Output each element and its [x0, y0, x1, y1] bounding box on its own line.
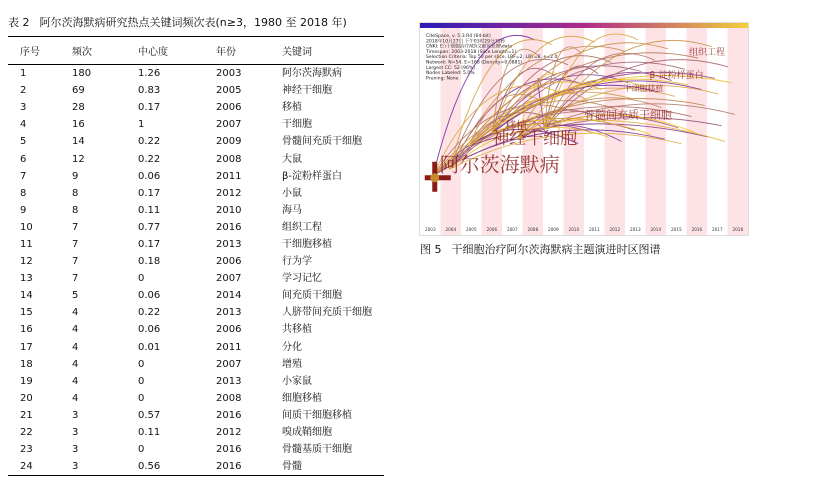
year-tick-label: 2010	[568, 227, 580, 232]
cell-year: 2016	[204, 458, 270, 476]
cell-centrality: 0.06	[138, 170, 161, 182]
cell-keyword: β-淀粉样蛋白	[282, 170, 342, 182]
table-row	[8, 253, 384, 270]
cell-frequency: 4	[72, 358, 79, 370]
info-line: Selection Criteria: Top 50 per slice, LRF=2, LBY=8, e=2.0	[426, 55, 558, 61]
table-row	[8, 270, 384, 287]
cell-keyword: 骨髓基质干细胞	[282, 444, 352, 456]
cell-centrality: 0	[138, 273, 145, 285]
cell-index: 8	[20, 187, 27, 199]
table-row	[8, 116, 384, 133]
cell-year: 2006	[216, 102, 242, 114]
year-tick-label: 2007	[506, 227, 518, 232]
cell-year: 2012	[216, 187, 242, 199]
cell-year: 2005	[216, 85, 242, 97]
table-row	[8, 441, 384, 458]
cell-frequency: 3	[60, 458, 126, 476]
cell-centrality: 0.06	[138, 324, 161, 336]
info-line: Largest CC: 52 (96%)	[426, 65, 476, 71]
cell-frequency: 180	[72, 68, 92, 80]
cell-frequency: 7	[72, 238, 79, 250]
cell-index: 12	[20, 256, 33, 268]
cell-keyword: 行为学	[282, 256, 312, 268]
cell-centrality: 1	[138, 119, 145, 131]
cell-index: 22	[20, 427, 33, 439]
cell-keyword: 细胞移植	[282, 392, 322, 404]
cell-centrality: 0.83	[138, 85, 161, 97]
table-row	[8, 287, 384, 304]
cell-year: 2008	[216, 153, 242, 165]
table-number: 表 2	[8, 16, 30, 29]
cell-centrality: 0.01	[138, 341, 161, 353]
cell-frequency: 7	[72, 256, 79, 268]
cell-index: 15	[20, 307, 33, 319]
table-row	[8, 202, 384, 219]
cell-year: 2007	[216, 119, 242, 131]
cell-year: 2016	[216, 221, 242, 233]
cell-frequency: 14	[72, 136, 85, 148]
cell-frequency: 7	[72, 221, 79, 233]
cell-frequency: 3	[72, 409, 79, 421]
cell-year: 2008	[216, 392, 242, 404]
cell-index: 23	[20, 444, 33, 456]
year-tick-label: 2003	[424, 227, 436, 232]
table-header-row	[8, 37, 384, 65]
info-line: 2018年10月27日 下午03时29分31秒	[426, 39, 506, 45]
cell-year: 2011	[216, 341, 242, 353]
keyword-label: 干细胞移植	[623, 83, 664, 93]
info-line: CNKI: E:\干细胞治疗AD\文献预处理\data	[426, 44, 513, 50]
header-year: 年份	[204, 37, 270, 65]
cell-index: 20	[20, 392, 33, 404]
cell-keyword: 增殖	[282, 358, 302, 370]
year-stripe	[646, 28, 667, 235]
table-row	[8, 321, 384, 338]
cell-frequency: 12	[72, 153, 85, 165]
cell-keyword: 干细胞	[282, 119, 312, 131]
table-body	[8, 65, 384, 476]
cell-index: 4	[20, 119, 27, 131]
cell-frequency: 4	[72, 341, 79, 353]
cell-centrality: 0.56	[126, 458, 204, 476]
table-row	[8, 424, 384, 441]
cell-centrality: 0.11	[138, 204, 161, 216]
keyword-label: β-淀粉样蛋白	[649, 71, 704, 82]
cell-index: 24	[8, 458, 60, 476]
table-row	[8, 185, 384, 202]
table-row	[8, 236, 384, 253]
cell-keyword: 神经干细胞	[282, 85, 332, 97]
cell-centrality: 0.18	[138, 256, 161, 268]
cell-year: 2016	[216, 409, 242, 421]
cell-keyword: 小家鼠	[282, 375, 312, 387]
cell-index: 1	[20, 68, 27, 80]
cell-frequency: 3	[72, 427, 79, 439]
cell-year: 2010	[216, 204, 242, 216]
cell-keyword: 骨髓间充质干细胞	[282, 136, 362, 148]
cell-keyword: 学习记忆	[282, 273, 322, 285]
table-row	[8, 339, 384, 356]
cell-keyword: 人脐带间充质干细胞	[282, 307, 372, 319]
figure-number: 图 5	[420, 243, 442, 256]
cell-keyword: 分化	[282, 341, 302, 353]
cell-centrality: 0.77	[138, 221, 161, 233]
table-row	[8, 407, 384, 424]
table-row	[8, 65, 384, 83]
table-row	[8, 219, 384, 236]
cell-year: 2011	[216, 170, 242, 182]
keyword-label: 组织工程	[689, 47, 726, 58]
cell-keyword: 小鼠	[282, 187, 302, 199]
info-line: Nodes Labeled: 5.0%	[426, 71, 475, 77]
cell-keyword: 大鼠	[282, 153, 302, 165]
table-row	[8, 150, 384, 167]
keyword-node	[430, 173, 439, 182]
year-tick-label: 2004	[445, 227, 457, 232]
cell-year: 2014	[216, 290, 242, 302]
cell-centrality: 0.17	[138, 102, 161, 114]
cell-year: 2006	[216, 324, 242, 336]
cell-frequency: 16	[72, 119, 85, 131]
year-tick-label: 2006	[486, 227, 498, 232]
cell-index: 19	[20, 375, 33, 387]
year-tick-label: 2011	[588, 227, 600, 232]
cell-centrality: 0	[138, 444, 145, 456]
cell-frequency: 3	[72, 444, 79, 456]
cell-keyword: 阿尔茨海默病	[282, 68, 342, 80]
cell-keyword: 组织工程	[282, 221, 322, 233]
cell-centrality: 0.57	[138, 409, 161, 421]
cell-centrality: 0.11	[138, 427, 161, 439]
cell-frequency: 4	[72, 375, 79, 387]
cell-keyword: 移植	[282, 102, 302, 114]
cell-centrality: 0	[138, 375, 145, 387]
cell-frequency: 4	[72, 307, 79, 319]
cell-index: 10	[20, 221, 33, 233]
year-tick-label: 2014	[650, 227, 662, 232]
keyword-label: 神经干细胞	[492, 128, 578, 149]
cell-frequency: 4	[72, 392, 79, 404]
year-tick-label: 2013	[629, 227, 641, 232]
table-row	[8, 168, 384, 185]
cell-index: 6	[20, 153, 27, 165]
figure-caption-text: 干细胞治疗阿尔茨海默病主题演进时区图谱	[451, 243, 661, 256]
cell-year: 2012	[216, 427, 242, 439]
cell-frequency: 69	[72, 85, 85, 97]
year-tick-label: 2005	[465, 227, 477, 232]
timezone-figure	[419, 22, 749, 236]
cell-keyword: 嗅成鞘细胞	[282, 427, 332, 439]
table-row	[8, 373, 384, 390]
cell-centrality: 0.22	[138, 153, 161, 165]
cell-year: 2007	[216, 273, 242, 285]
info-line: Timespan: 2003-2018 (Slice Length=1)	[426, 49, 517, 55]
table-row	[8, 133, 384, 150]
cell-year: 2003	[216, 68, 242, 80]
year-stripe	[728, 28, 749, 235]
header-keyword: 关键词	[270, 37, 384, 65]
cell-year: 2009	[216, 136, 242, 148]
cell-centrality: 0.22	[138, 307, 161, 319]
table-row	[8, 458, 384, 476]
cell-centrality: 0.06	[138, 290, 161, 302]
cell-index: 2	[20, 85, 27, 97]
header-centrality: 中心度	[126, 37, 204, 65]
keyword-label: 移植	[505, 119, 528, 132]
year-tick-label: 2016	[691, 227, 703, 232]
year-tick-label: 2015	[670, 227, 682, 232]
cell-frequency: 8	[72, 204, 79, 216]
cell-frequency: 7	[72, 273, 79, 285]
info-line: Pruning: None	[426, 76, 459, 82]
table-title: 阿尔茨海默病研究热点关键词频次表(n≥3，1980 至 2018 年)	[39, 16, 347, 29]
year-tick-label: 2008	[527, 227, 539, 232]
keyword-label: 骨髓间充质干细胞	[584, 108, 672, 122]
cell-index: 7	[20, 170, 27, 182]
timeline-color-bar	[420, 23, 748, 28]
table-row	[8, 356, 384, 373]
cell-index: 13	[20, 273, 33, 285]
cell-centrality: 0.22	[138, 136, 161, 148]
info-line: Network: N=54, E=168 (Density=0.0881)	[426, 60, 523, 66]
header-index: 序号	[8, 37, 60, 65]
year-tick-label: 2017	[711, 227, 723, 232]
cell-index: 17	[20, 341, 33, 353]
cell-year: 2013	[216, 375, 242, 387]
cell-index: 9	[20, 204, 27, 216]
cell-index: 14	[20, 290, 33, 302]
figure-caption	[420, 241, 661, 257]
table-row	[8, 82, 384, 99]
year-axis	[425, 227, 743, 232]
cell-index: 21	[20, 409, 33, 421]
cell-keyword: 干细胞移植	[282, 238, 332, 250]
cell-frequency: 9	[72, 170, 79, 182]
keyword-label: 阿尔茨海默病	[439, 152, 560, 177]
cell-year: 2013	[216, 238, 242, 250]
cell-centrality: 0.17	[138, 187, 161, 199]
cell-centrality: 0.17	[138, 238, 161, 250]
cell-year: 2006	[216, 256, 242, 268]
cell-frequency: 5	[72, 290, 79, 302]
cell-keyword: 间质干细胞移植	[282, 409, 352, 421]
cell-frequency: 8	[72, 187, 79, 199]
year-stripe	[687, 28, 708, 235]
year-tick-label: 2012	[609, 227, 621, 232]
cell-centrality: 0	[138, 392, 145, 404]
cell-index: 18	[20, 358, 33, 370]
cell-centrality: 1.26	[138, 68, 161, 80]
table-row	[8, 390, 384, 407]
cell-frequency: 28	[72, 102, 85, 114]
cell-index: 3	[20, 102, 27, 114]
cell-keyword: 共移植	[282, 324, 312, 336]
keyword-frequency-table	[8, 36, 384, 476]
cell-centrality: 0	[138, 358, 145, 370]
cell-keyword: 骨髓	[270, 458, 384, 476]
cell-index: 16	[20, 324, 33, 336]
cell-year: 2013	[216, 307, 242, 319]
year-tick-label: 2018	[732, 227, 744, 232]
cell-frequency: 4	[72, 324, 79, 336]
info-line: CiteSpace, v. 5.3.R4 (64-bit)	[426, 34, 491, 39]
year-tick-label: 2009	[547, 227, 559, 232]
cell-keyword: 海马	[282, 204, 302, 216]
cell-index: 11	[20, 238, 33, 250]
timezone-map-svg	[420, 23, 748, 235]
cell-index: 5	[20, 136, 27, 148]
cell-keyword: 间充质干细胞	[282, 290, 342, 302]
table-row	[8, 304, 384, 321]
table-row	[8, 99, 384, 116]
header-frequency: 频次	[60, 37, 126, 65]
cell-year: 2016	[216, 444, 242, 456]
cell-year: 2007	[216, 358, 242, 370]
table-caption	[8, 14, 398, 30]
